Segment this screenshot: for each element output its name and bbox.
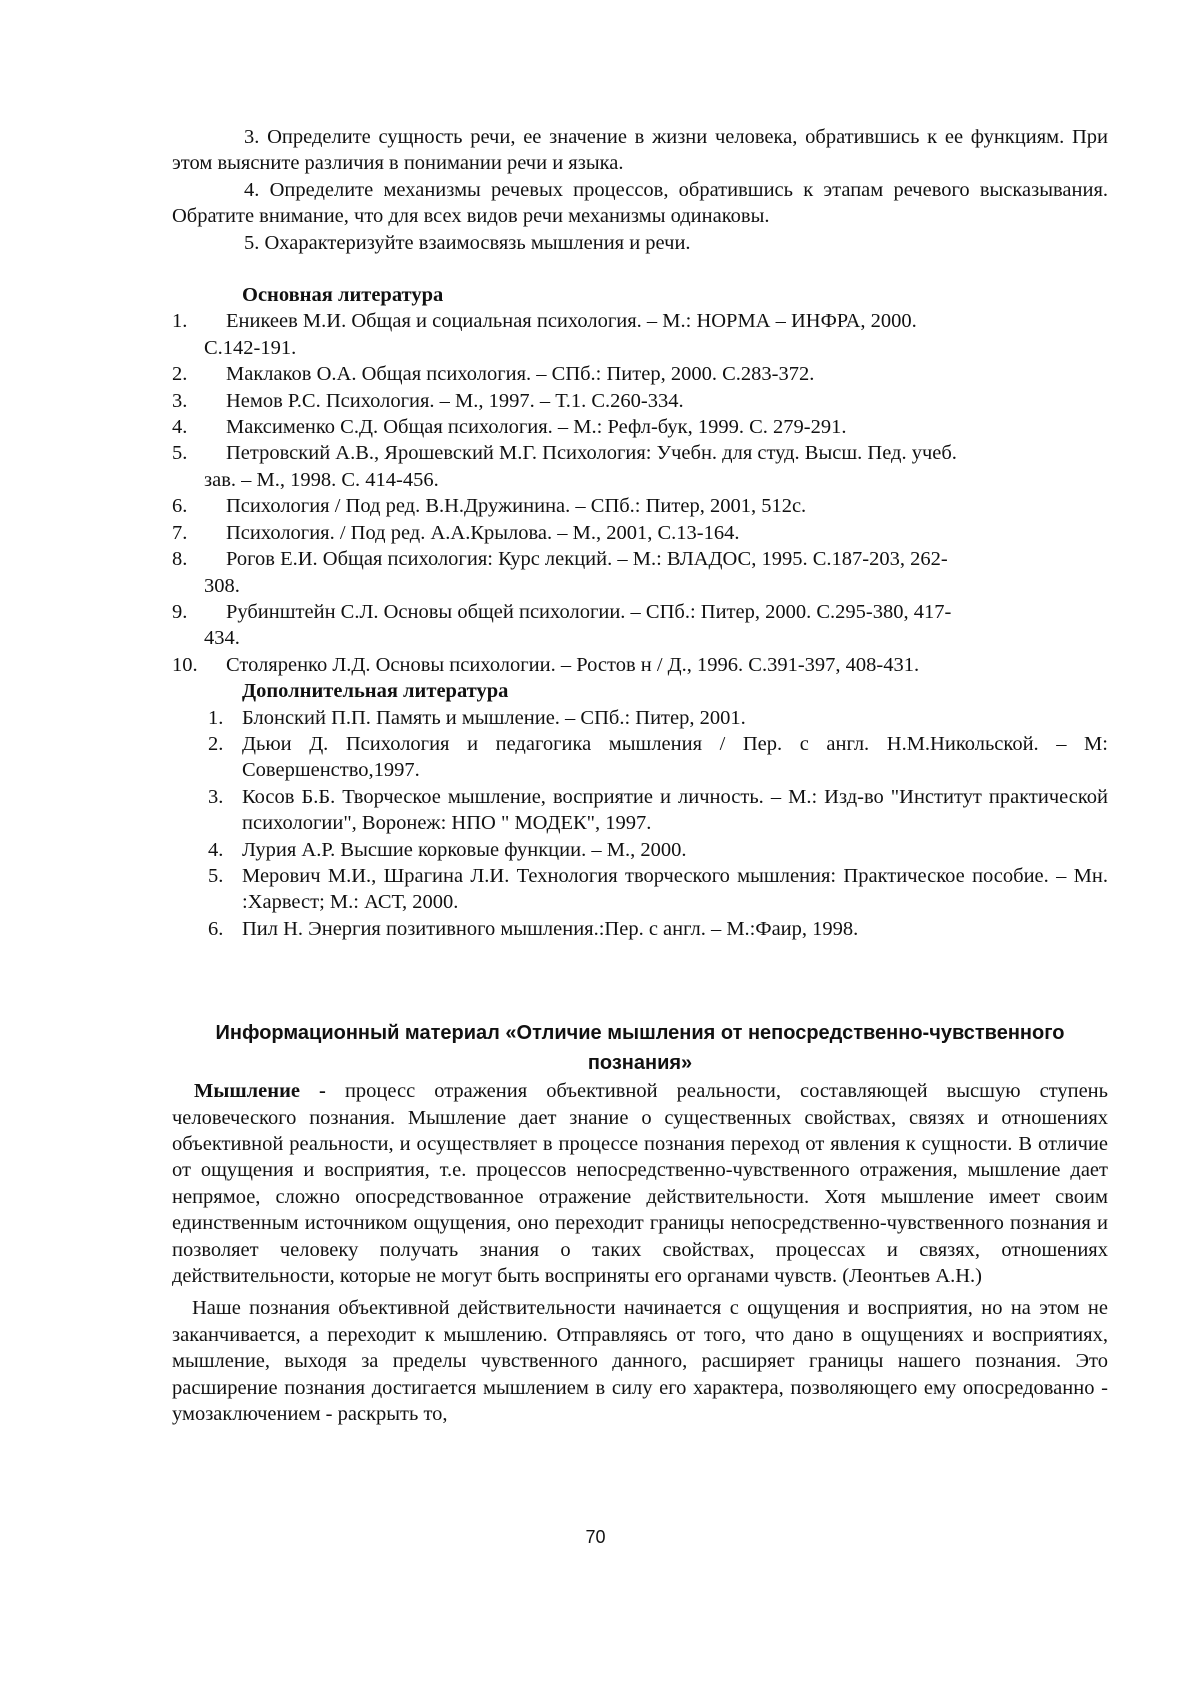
question-item: 5. Охарактеризуйте взаимосвязь мышления и речи. — [244, 231, 691, 254]
list-item: 10. Столяренко Л.Д. Основы психологии. – Ростов н / Д., 1996. С.391-397, 408-431. — [172, 653, 920, 676]
info-title-line: Информационный материал «Отличие мышления от непосредственно-чувственного — [215, 1022, 1065, 1045]
list-item: 2. Маклаков О.А. Общая психология. – СПб.: Питер, 2000. С.283-372. — [172, 363, 815, 386]
list-item: 2. Дьюи Д. Психология и педагогика мышления / Пер. с англ. Н.М.Никольской. – М: Совершенство,1997. — [208, 732, 1108, 782]
info-section-title — [172, 1018, 1108, 1078]
list-item: 6. Психология / Под ред. В.Н.Дружинина. – СПб.: Питер, 2001, 512с. — [172, 495, 807, 518]
list-item: 3. Немов Р.С. Психология. – М., 1997. – Т.1. С.260-334. — [172, 389, 684, 412]
list-item: 4. Максименко С.Д. Общая психология. – М.: Рефл-бук, 1999. С. 279-291. — [172, 416, 847, 439]
page-number: 70 — [585, 1527, 606, 1547]
page-content — [172, 124, 1108, 1427]
question-item: 4. Определите механизмы речевых процессов, обратившись к этапам речевого высказывания. Обратите внимание, что для всех видов речи механизмы одинаковы. — [172, 178, 1109, 228]
list-item: 5. Мерович М.И., Шрагина Л.И. Технология творческого мышления: Практическое пособие. – Мн. :Харвест; М.: АСТ, 2000. — [208, 864, 1108, 914]
list-item: 6. Пил Н. Энергия позитивного мышления.:Пер. с англ. – М.:Фаир, 1998. — [208, 917, 859, 940]
list-item: 7. Психология. / Под ред. А.А.Крылова. – М., 2001, С.13-164. — [172, 521, 740, 544]
info-paragraph: Мышление - процесс отражения объективной реальности, составляющей высшую ступень человеческого познания. Мышление дает знание о существенных свойствах, связях и отношениях объективной реальности, и осуществляет в процессе познания переход от явления к сущности. В отличие от ощущения и восприятия, т.е. процессов непосредственно-чувственного отражения, мышление дает непрямое, сложно опосредствованное отражение действительности. Хотя мышление имеет своим единственным источником ощущения, оно переходит границы непосредственно-чувственного познания и позволяет человеку получать знания о таких свойствах, процессах и связях, отношениях действительности, которые не могут быть восприняты его органами чувств. (Леонтьев А.Н.) — [172, 1080, 1108, 1288]
additional-literature-list — [172, 705, 1108, 943]
question-item: 3. Определите сущность речи, ее значение в жизни человека, обратившись к ее функциям. При этом выясните различия в понимании речи и языка. — [172, 126, 1108, 175]
list-item: 9. Рубинштейн С.Л. Основы общей психологии. – СПб.: Питер, 2000. С.295-380, 417- 434. — [172, 600, 952, 650]
list-item: 5. Петровский А.В., Ярошевский М.Г. Психология: Учебн. для студ. Высш. Пед. учеб. зав. – М., 1998. С. 414-456. — [172, 442, 957, 491]
info-title-line: познания» — [587, 1052, 693, 1075]
list-item: 1. Еникеев М.И. Общая и социальная психология. – М.: НОРМА – ИНФРА, 2000. С.142-191. — [172, 310, 917, 359]
additional-literature-heading: Дополнительная литература — [242, 680, 509, 703]
info-paragraph: Наше познания объективной действительности начинается с ощущения и восприятия, но на этом не заканчивается, а переходит к мышлению. Отправляясь от того, что дано в ощущениях и восприятиях, мышление, выходя за пределы чувственного данного, расширяет границы нашего познания. Это расширение познания достигается мышлением в силу его характера, позволяющего ему опосредованно - умозаключением - раскрыть то, — [172, 1297, 1108, 1426]
term-label: Мышление - — [194, 1080, 326, 1103]
list-item: 4. Лурия А.Р. Высшие корковые функции. – М., 2000. — [208, 838, 687, 861]
list-item: 1. Блонский П.П. Память и мышление. – СПб.: Питер, 2001. — [208, 706, 746, 729]
main-literature-list — [172, 308, 1108, 678]
questions-block — [172, 124, 1108, 256]
main-literature-heading: Основная литература — [242, 284, 444, 307]
list-item: 8. Рогов Е.И. Общая психология: Курс лекций. – М.: ВЛАДОС, 1995. С.187-203, 262- 308. — [172, 548, 948, 597]
list-item: 3. Косов Б.Б. Творческое мышление, восприятие и личность. – М.: Изд-во "Институт практической психологии", Воронеж: НПО " МОДЕК", 1997. — [208, 785, 1108, 835]
